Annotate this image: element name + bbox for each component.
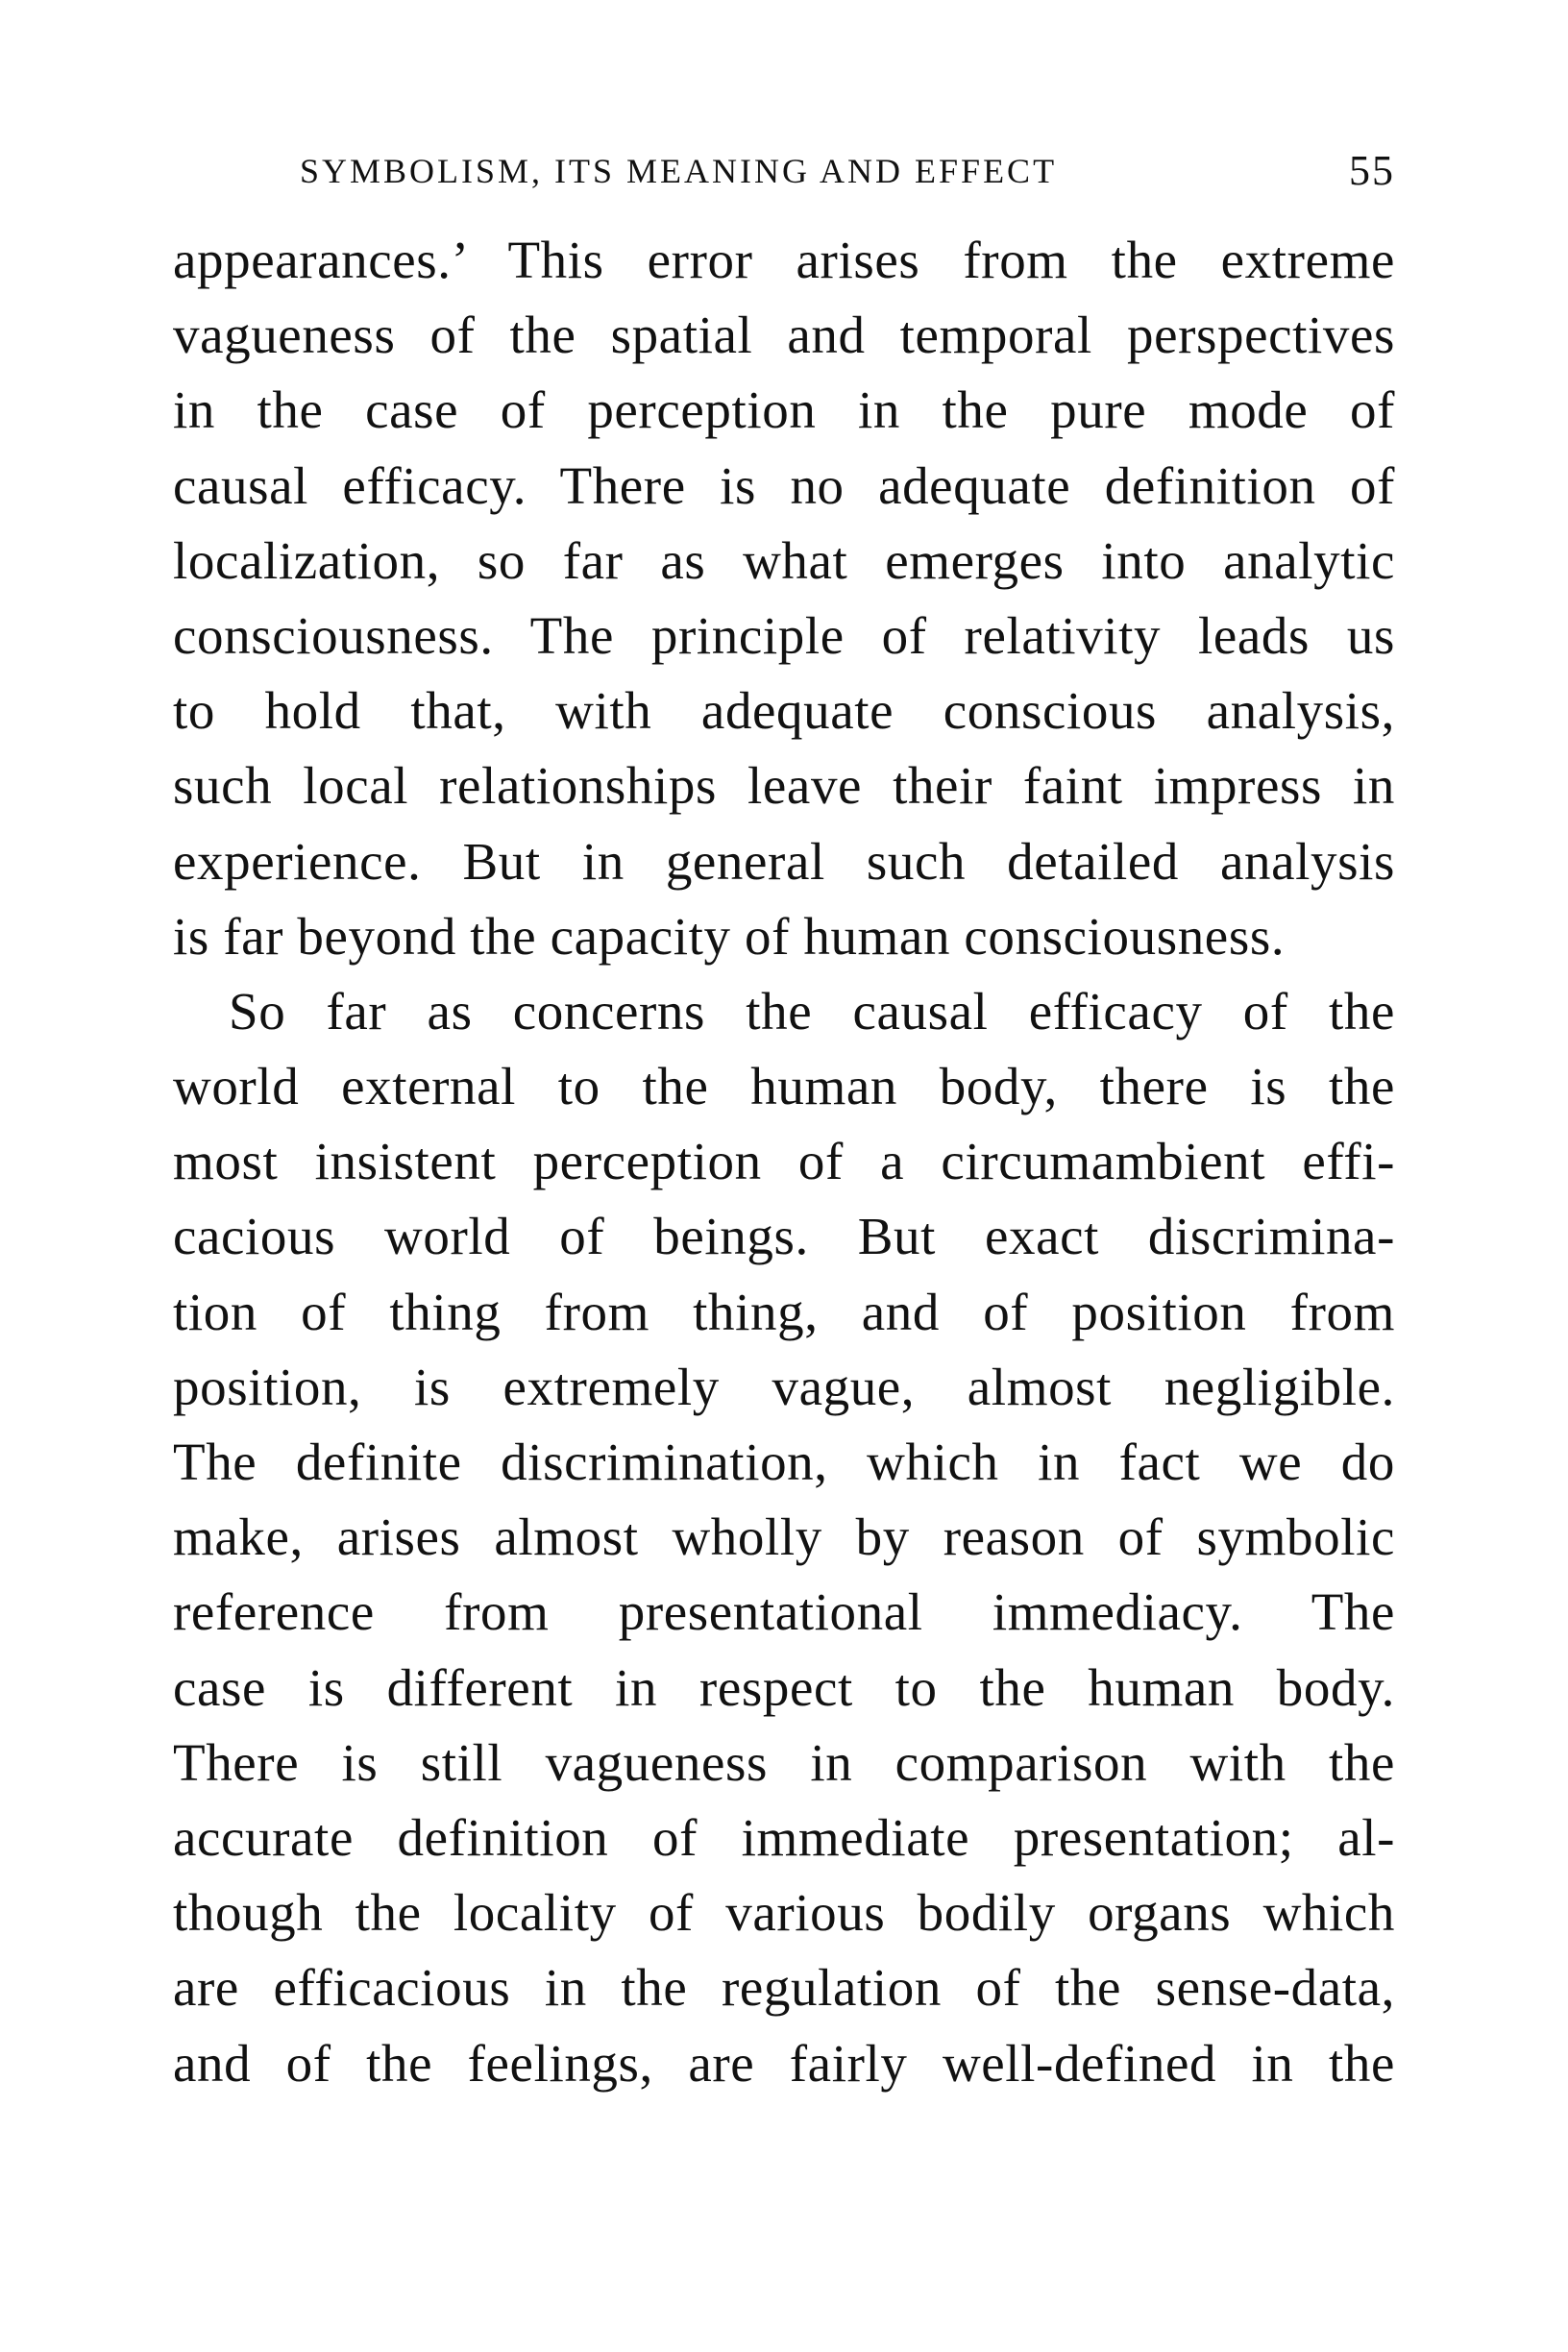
text-line: experience. But in general such detailed analysis: [173, 831, 1395, 891]
text-line: vagueness of the spatial and temporal perspectives: [173, 306, 1395, 365]
text-line: appearances.’ This error arises from the extreme: [173, 231, 1395, 289]
text-line: accurate definition of immediate presentation; al-: [173, 1807, 1395, 1867]
text-line: reference from presentational immediacy. The: [173, 1582, 1395, 1642]
text-line: are efficacious in the regulation of the sense-data,: [173, 1958, 1395, 2018]
running-title: SYMBOLISM, ITS MEANING AND EFFECT: [300, 152, 1058, 190]
text-line: tion of thing from thing, and of position from: [173, 1282, 1395, 1341]
text-line: localization, so far as what emerges into analytic: [173, 530, 1395, 590]
text-line: There is still vagueness in comparison with the: [173, 1732, 1395, 1792]
text-line: consciousness. The principle of relativity leads us: [173, 605, 1395, 665]
text-line: causal efficacy. There is no adequate definition of: [173, 455, 1395, 515]
text-line: and of the feelings, are fairly well-defined in the: [173, 2033, 1395, 2093]
text-line: case is different in respect to the human body.: [173, 1657, 1395, 1717]
text-line: though the locality of various bodily organs which: [173, 1883, 1395, 1943]
text-line: make, arises almost wholly by reason of symbolic: [173, 1507, 1395, 1567]
text-line: such local relationships leave their faint impress in: [173, 756, 1395, 816]
body-text: [173, 223, 1395, 2101]
text-line: world external to the human body, there is the: [173, 1057, 1395, 1116]
text-line: position, is extremely vague, almost negligible.: [173, 1357, 1395, 1416]
text-line: most insistent perception of a circumambient effi-: [173, 1132, 1395, 1191]
text-line: cacious world of beings. But exact discrimina-: [173, 1207, 1395, 1266]
text-line: in the case of perception in the pure mode of: [173, 380, 1395, 440]
page-number: 55: [1349, 147, 1395, 194]
text-line: is far beyond the capacity of human consciousness.: [173, 906, 1286, 966]
running-head: [300, 142, 1395, 200]
text-line: to hold that, with adequate conscious analysis,: [173, 681, 1395, 741]
text-line-paragraph-start: So far as concerns the causal efficacy of the: [229, 981, 1395, 1041]
text-line: The definite discrimination, which in fact we do: [173, 1433, 1395, 1491]
